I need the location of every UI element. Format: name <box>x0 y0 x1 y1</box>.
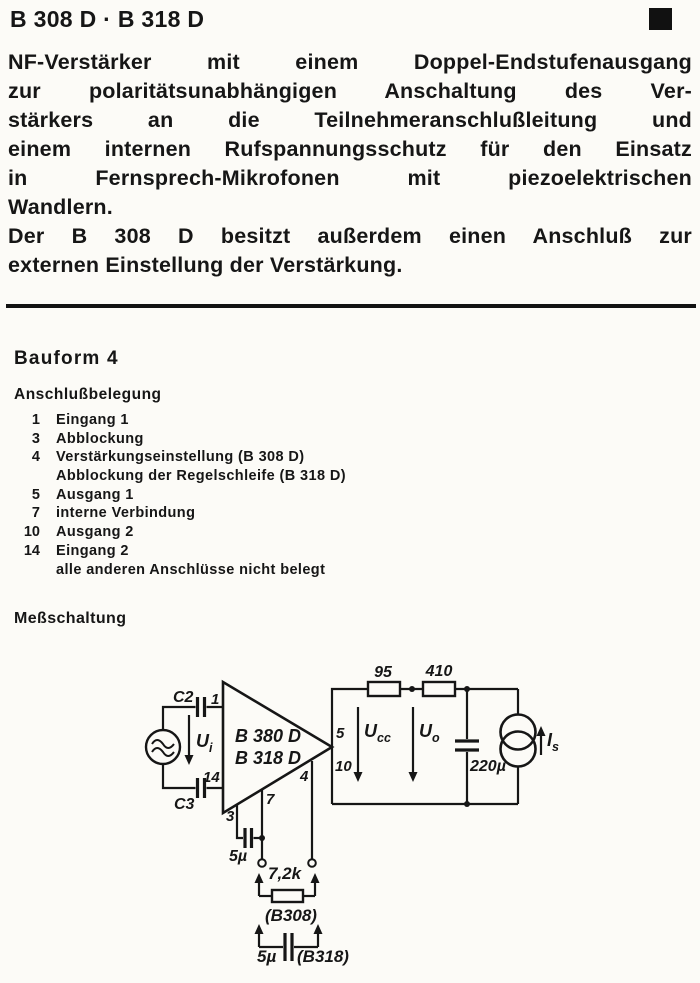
ui-label: $U_i$ <box>196 731 213 755</box>
amp-type-line1: B 380 D <box>234 726 302 746</box>
pin-number <box>0 467 40 486</box>
wire <box>237 805 243 838</box>
pin-label: alle anderen Anschlüsse nicht belegt <box>56 561 326 578</box>
bauform-heading: Bauform 4 <box>14 348 119 369</box>
page-title: B 308 D · B 318 D <box>10 6 205 32</box>
uo-label: $U_o$ <box>419 721 440 745</box>
intro-line: einem internen Rufspannungsschutz für den Einsatz <box>8 137 692 161</box>
pin-label: Abblockung der Regelschleife (B 318 D) <box>56 468 346 485</box>
pin-label: interne Verbindung <box>56 505 196 522</box>
measurement-circuit-diagram <box>0 645 700 983</box>
intro-line: stärkers an die Teilnehmeranschlußleitung und <box>8 108 692 132</box>
pin-number: 4 <box>31 449 40 466</box>
junction-dot <box>409 686 415 692</box>
resistor-95-label: 95 <box>374 664 392 681</box>
variant-b318-label: (B318) <box>297 947 349 966</box>
pin-number: 7 <box>31 505 40 522</box>
pin-row <box>0 542 500 561</box>
pin-row <box>0 561 500 580</box>
pin5-label: 5 <box>336 725 345 742</box>
pinout-heading: Anschlußbelegung <box>14 386 162 403</box>
pin-label: Eingang 2 <box>56 542 129 559</box>
pin4-label: 4 <box>300 768 309 785</box>
pin-number: 14 <box>23 542 40 559</box>
pin1-label: 1 <box>211 691 220 708</box>
intro-line: zur polaritätsunabhängigen Anschaltung des Ver- <box>8 79 692 103</box>
pin-label: Ausgang 2 <box>56 524 134 541</box>
pin-label: Verstärkungseinstellung (B 308 D) <box>56 449 305 466</box>
pin14-label: 14 <box>203 769 220 786</box>
terminal-pin4 <box>308 859 316 867</box>
ucc-label: $U_{cc}$ <box>364 721 391 745</box>
pin-label: Ausgang 1 <box>56 486 134 503</box>
pin-row <box>0 411 500 430</box>
resistor-410 <box>423 682 455 696</box>
capacitor-220u-label: 220µ <box>470 758 506 775</box>
pin-number: 1 <box>31 412 40 428</box>
arrowhead-down-icon <box>354 772 363 782</box>
arrowhead-up-icon <box>255 873 264 883</box>
variant-b308-label: (B308) <box>265 906 317 925</box>
pin-label: Abblockung <box>56 430 144 447</box>
capacitor-c3-label: C3 <box>174 796 195 813</box>
corner-marker <box>649 8 672 30</box>
wire <box>163 764 196 788</box>
resistor-410-label: 410 <box>425 663 453 680</box>
arrowhead-up-icon <box>255 924 264 934</box>
pin3-label: 3 <box>226 808 235 825</box>
arrowhead-up-icon <box>311 873 320 883</box>
resistor-72k-label: 7,2k <box>268 864 302 883</box>
pin10-label: 10 <box>335 758 352 775</box>
wire <box>163 707 196 730</box>
pin-number <box>0 561 40 580</box>
intro-line: externen Einstellung der Verstärkung. <box>8 253 403 277</box>
capacitor-5u-b318-label: 5µ <box>257 947 277 966</box>
capacitor-c2-label: C2 <box>173 689 194 706</box>
intro-line: Wandlern. <box>8 195 113 219</box>
resistor-95 <box>368 682 400 696</box>
junction-dot <box>259 835 265 841</box>
pin-row <box>0 430 500 449</box>
pin-assignment-list <box>0 411 500 579</box>
ac-source-icon <box>146 730 180 764</box>
circuit-heading: Meßschaltung <box>14 610 127 627</box>
pin-row <box>0 523 500 542</box>
arrowhead-up-icon <box>314 924 323 934</box>
arrowhead-down-icon <box>409 772 418 782</box>
capacitor-5u-pin3-label: 5µ <box>229 848 248 865</box>
terminal-pin7 <box>258 859 266 867</box>
pin-number: 5 <box>31 486 40 503</box>
pin-number: 3 <box>31 430 40 447</box>
pin-row <box>0 486 500 505</box>
is-label: $I_s$ <box>547 730 559 754</box>
arrowhead-down-icon <box>185 755 194 765</box>
pin-number: 10 <box>23 524 40 541</box>
intro-line: Der B 308 D besitzt außerdem einen Anschluß zur <box>8 224 692 248</box>
pin-row <box>0 467 500 486</box>
pin-row <box>0 504 500 523</box>
amp-type-line2: B 318 D <box>234 748 302 768</box>
pin7-label: 7 <box>266 791 275 808</box>
intro-line: NF-Verstärker mit einem Doppel-Endstufenausgang <box>8 50 692 74</box>
intro-line: in Fernsprech-Mikrofonen mit piezoelektrischen <box>8 166 692 190</box>
resistor-72k <box>272 890 303 902</box>
wire <box>332 689 368 804</box>
divider <box>6 304 696 308</box>
description-paragraph <box>8 50 692 282</box>
pin-row <box>0 448 500 467</box>
arrowhead-up-icon <box>537 726 546 736</box>
pin-label: Eingang 1 <box>56 412 129 428</box>
